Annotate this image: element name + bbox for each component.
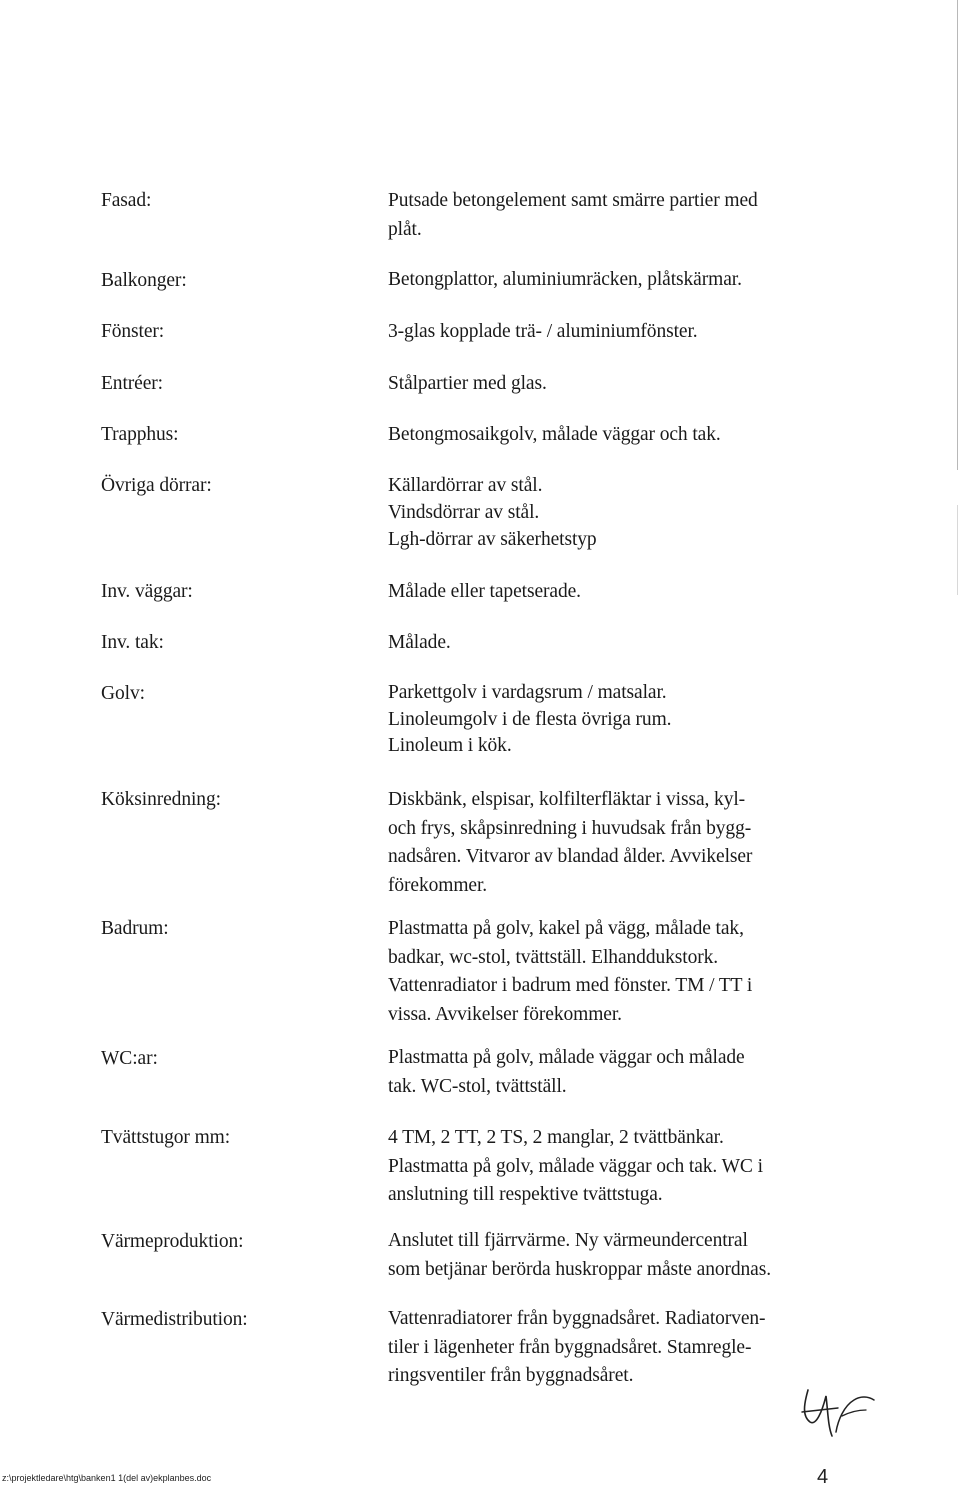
label-koksinredning: Köksinredning:: [101, 789, 221, 810]
value-line: Plastmatta på golv, målade väggar och målade: [388, 1047, 745, 1068]
value-line: nadsåren. Vitvaror av blandad ålder. Avvikelser: [388, 846, 753, 867]
label-ovriga-dorrar: Övriga dörrar:: [101, 475, 212, 496]
value-line: Plastmatta på golv, kakel på vägg, målade tak,: [388, 918, 744, 939]
value-line: Målade eller tapetserade.: [388, 581, 581, 602]
value-line: Putsade betongelement samt smärre partier med: [388, 190, 758, 211]
value-inv-tak: [388, 629, 848, 658]
value-line: anslutning till respektive tvättstuga.: [388, 1184, 663, 1205]
value-fonster: [388, 318, 848, 347]
value-line: 4 TM, 2 TT, 2 TS, 2 manglar, 2 tvättbänkar.: [388, 1127, 724, 1148]
value-varmedistribution: [388, 1305, 848, 1391]
value-line: Vindsdörrar av stål.: [388, 502, 540, 523]
value-line: Vattenradiatorer från byggnadsåret. Radiatorven-: [388, 1308, 766, 1329]
value-line: Lgh-dörrar av säkerhetstyp: [388, 529, 597, 550]
value-line: Anslutet till fjärrvärme. Ny värmeundercentral: [388, 1230, 748, 1251]
footer-file-path: z:\projektledare\htg\banken1 1(del av)ekplanbes.doc: [2, 1473, 212, 1483]
label-trapphus: Trapphus:: [101, 424, 179, 445]
label-fonster: Fönster:: [101, 321, 165, 342]
label-fasad: Fasad:: [101, 190, 152, 211]
value-line: Källardörrar av stål.: [388, 475, 543, 496]
value-line: badkar, wc-stol, tvättställ. Elhanddukstork.: [388, 946, 719, 968]
value-line: och frys, skåpsinredning i huvudsak från bygg-: [388, 817, 752, 839]
value-ovriga-dorrar: [388, 472, 848, 553]
value-line: Betongmosaikgolv, målade väggar och tak.: [388, 424, 721, 445]
label-varmeproduktion: Värmeproduktion:: [101, 1231, 244, 1252]
value-line: Vattenradiator i badrum med fönster. TM / TT i: [388, 975, 753, 996]
value-line: vissa. Avvikelser förekommer.: [388, 1003, 622, 1025]
value-line: 3-glas kopplade trä- / aluminiumfönster.: [388, 321, 698, 342]
value-balkonger: [388, 266, 848, 295]
value-line: Linoleum i kök.: [388, 735, 512, 756]
value-tvattstugor: [388, 1124, 848, 1210]
value-line: förekommer.: [388, 874, 488, 896]
value-golv: [388, 680, 848, 760]
value-inv-vaggar: [388, 578, 848, 607]
label-tvattstugor: Tvättstugor mm:: [101, 1127, 231, 1148]
label-badrum: Badrum:: [101, 918, 169, 939]
value-varmeproduktion: [388, 1227, 848, 1284]
value-line: Målade.: [388, 632, 451, 653]
value-line: tak. WC-stol, tvättställ.: [388, 1075, 567, 1097]
value-entreer: [388, 370, 848, 399]
value-line: Parkettgolv i vardagsrum / matsalar.: [388, 682, 667, 703]
page-edge-line-lower: [957, 505, 958, 595]
value-line: Diskbänk, elspisar, kolfilterfläktar i vissa, kyl-: [388, 789, 746, 810]
value-fasad: [388, 187, 848, 244]
value-line: Betongplattor, aluminiumräcken, plåtskärmar.: [388, 269, 742, 290]
value-badrum: [388, 915, 848, 1029]
value-line: som betjänar berörda huskroppar måste anordnas.: [388, 1258, 772, 1280]
label-balkonger: Balkonger:: [101, 270, 187, 291]
page-number: 4: [817, 1466, 829, 1488]
value-koksinredning: [388, 786, 848, 900]
value-line: plåt.: [388, 218, 422, 240]
page-edge-line: [957, 0, 958, 470]
label-inv-vaggar: Inv. väggar:: [101, 581, 193, 602]
label-golv: Golv:: [101, 683, 145, 704]
label-varmedistribution: Värmedistribution:: [101, 1309, 248, 1330]
label-inv-tak: Inv. tak:: [101, 632, 164, 653]
value-line: Linoleumgolv i de flesta övriga rum.: [388, 708, 672, 730]
value-wc-ar: [388, 1044, 848, 1101]
value-line: ringsventiler från byggnadsåret.: [388, 1365, 634, 1386]
label-wc-ar: WC:ar:: [101, 1048, 158, 1069]
value-line: Plastmatta på golv, målade väggar och tak. WC i: [388, 1155, 763, 1177]
signature-initials: [798, 1382, 876, 1442]
value-line: Stålpartier med glas.: [388, 373, 547, 394]
value-trapphus: [388, 421, 848, 450]
value-line: tiler i lägenheter från byggnadsåret. Stamregle-: [388, 1336, 752, 1358]
label-entreer: Entréer:: [101, 373, 163, 394]
